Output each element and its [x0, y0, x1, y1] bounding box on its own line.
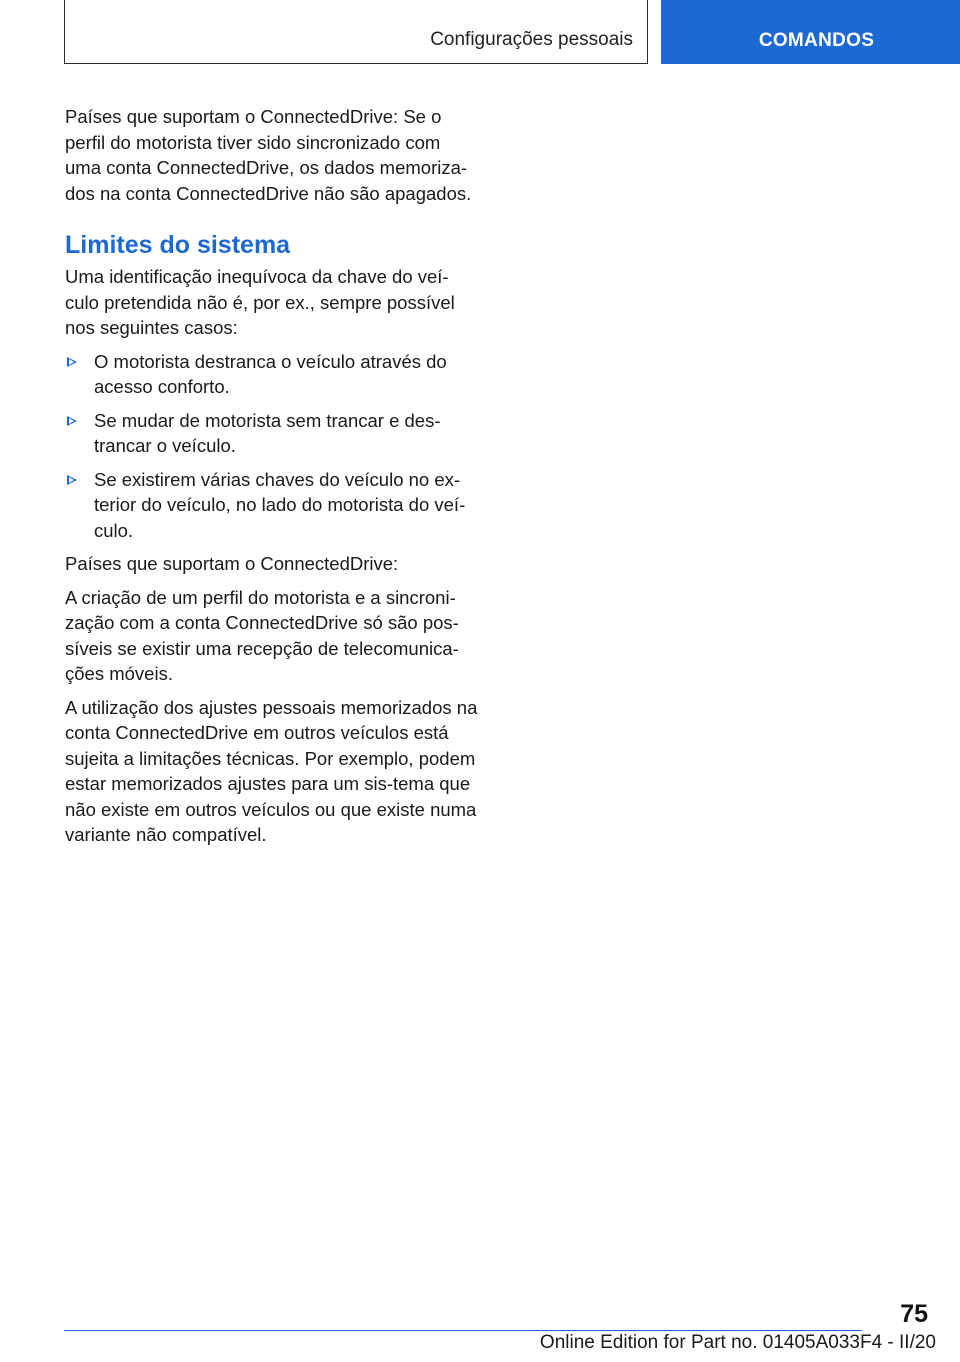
main-content [65, 104, 481, 856]
section-title: Configurações pessoais [430, 29, 633, 50]
countries-label: Países que suportam o ConnectedDrive: [65, 553, 399, 574]
triangle-bullet-icon [67, 357, 77, 367]
usage-paragraph: A utilização dos ajustes pessoais memorizados na conta ConnectedDrive em outros veículos está sujeita a limitações técnicas. Por exemplo, podem estar memorizados ajustes para um sis-tema que não existe em outros veículos ou que existe numa variante não compatível. [65, 696, 478, 845]
limits-list [65, 349, 481, 544]
footer-divider [64, 1330, 862, 1331]
page-number: 75 [900, 1300, 928, 1328]
intro-paragraph: Países que suportam o ConnectedDrive: Se o perfil do motorista tiver sido sincronizado com uma conta ConnectedDrive, os dados memoriza-dos na conta ConnectedDrive não são apagados. [65, 106, 472, 204]
chapter-tab-label: COMANDOS [758, 30, 875, 51]
list-item [65, 467, 481, 544]
chapter-tab [661, 0, 960, 64]
list-item [65, 408, 481, 459]
list-item [65, 349, 481, 400]
limits-intro-paragraph: Uma identificação inequívoca da chave do veí-culo pretendida não é, por ex., sempre possível nos seguintes casos: [65, 266, 455, 338]
creation-paragraph: A criação de um perfil do motorista e a sincroni-zação com a conta ConnectedDrive só são pos-síveis se existir uma recepção de telecomunica-ções móveis. [65, 586, 459, 684]
section-heading: Limites do sistema [65, 231, 291, 259]
list-item-text: Se mudar de motorista sem trancar e des-trancar o veículo. [94, 409, 441, 456]
list-item-text: O motorista destranca o veículo através do acesso conforto. [94, 350, 447, 397]
triangle-bullet-icon [67, 475, 77, 485]
section-header [64, 0, 648, 64]
triangle-bullet-icon [67, 416, 77, 426]
list-item-text: Se existirem várias chaves do veículo no ex-terior do veículo, no lado do motorista do veí-culo. [94, 468, 466, 541]
footer-edition: Online Edition for Part no. 01405A033F4 - II/20 [539, 1332, 936, 1353]
